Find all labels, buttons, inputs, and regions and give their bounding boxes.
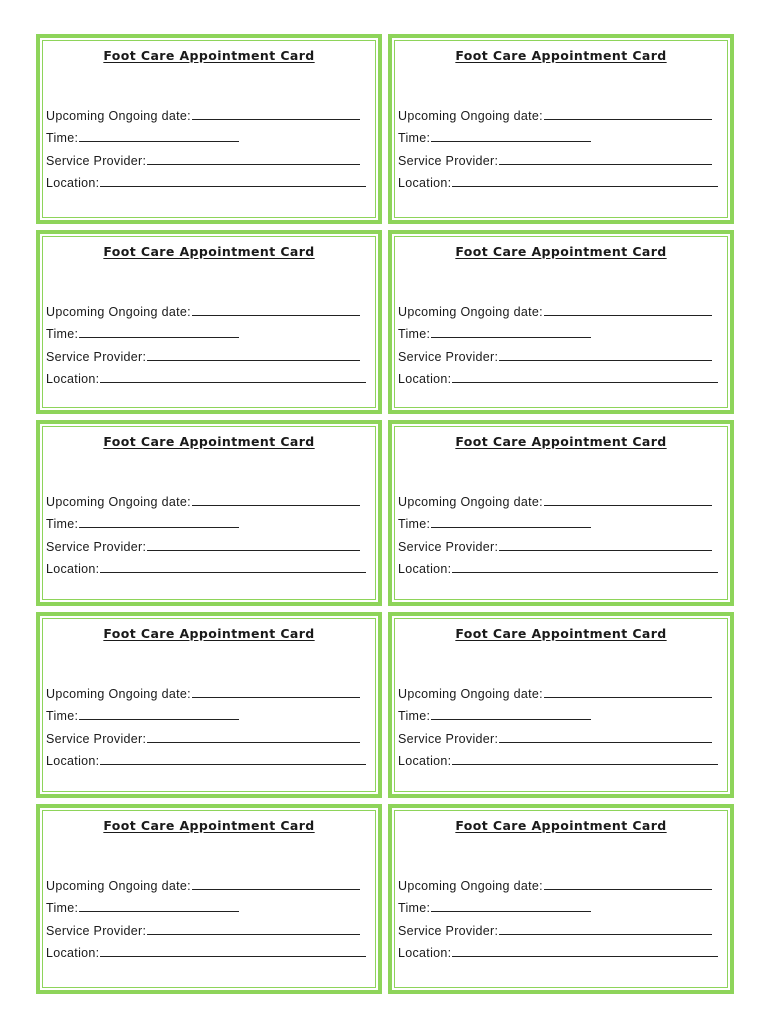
time-label: Time: (46, 709, 79, 724)
date-label: Upcoming Ongoing date: (46, 108, 191, 123)
date-label: Upcoming Ongoing date: (398, 494, 543, 509)
time-label: Time: (46, 131, 79, 146)
provider-field[interactable] (398, 145, 724, 168)
time-field[interactable] (46, 509, 372, 532)
provider-blank-line[interactable] (499, 549, 712, 551)
date-field[interactable] (46, 100, 372, 123)
location-label: Location: (398, 562, 452, 577)
time-label: Time: (398, 517, 431, 532)
time-label: Time: (46, 901, 79, 916)
card-fields (46, 486, 372, 576)
provider-field[interactable] (398, 915, 724, 938)
appointment-card-4 (388, 230, 734, 414)
time-label: Time: (46, 517, 79, 532)
date-label: Upcoming Ongoing date: (46, 686, 191, 701)
location-label: Location: (398, 176, 452, 191)
appointment-card-2 (388, 34, 734, 224)
time-blank-line[interactable] (79, 718, 239, 720)
appointment-card-6 (388, 420, 734, 606)
time-field[interactable] (398, 319, 724, 342)
provider-field[interactable] (398, 531, 724, 554)
location-field[interactable] (398, 364, 724, 387)
time-field[interactable] (46, 319, 372, 342)
date-label: Upcoming Ongoing date: (398, 108, 543, 123)
provider-blank-line[interactable] (499, 163, 712, 165)
time-field[interactable] (46, 701, 372, 724)
provider-label: Service Provider: (46, 539, 147, 554)
location-blank-line[interactable] (100, 571, 366, 573)
card-fields (46, 296, 372, 386)
location-blank-line[interactable] (100, 955, 366, 957)
time-blank-line[interactable] (431, 140, 591, 142)
provider-field[interactable] (46, 531, 372, 554)
card-title: Foot Care Appointment Card (103, 48, 315, 63)
date-field[interactable] (46, 678, 372, 701)
time-field[interactable] (398, 123, 724, 146)
location-label: Location: (398, 754, 452, 769)
location-label: Location: (46, 946, 100, 961)
provider-label: Service Provider: (46, 349, 147, 364)
time-blank-line[interactable] (79, 140, 239, 142)
appointment-card-7 (36, 612, 382, 798)
card-fields (398, 100, 724, 190)
time-blank-line[interactable] (431, 718, 591, 720)
location-blank-line[interactable] (100, 763, 366, 765)
time-label: Time: (398, 131, 431, 146)
location-field[interactable] (398, 746, 724, 769)
date-blank-line[interactable] (544, 118, 712, 120)
card-fields (46, 678, 372, 768)
card-fields (398, 870, 724, 960)
date-blank-line[interactable] (192, 118, 360, 120)
date-field[interactable] (398, 870, 724, 893)
card-title: Foot Care Appointment Card (455, 244, 667, 259)
provider-blank-line[interactable] (147, 549, 360, 551)
provider-field[interactable] (46, 915, 372, 938)
card-fields (46, 870, 372, 960)
location-field[interactable] (46, 364, 372, 387)
location-blank-line[interactable] (452, 955, 718, 957)
provider-label: Service Provider: (398, 153, 499, 168)
date-field[interactable] (46, 870, 372, 893)
card-title: Foot Care Appointment Card (455, 818, 667, 833)
date-field[interactable] (46, 296, 372, 319)
date-blank-line[interactable] (192, 314, 360, 316)
location-field[interactable] (46, 554, 372, 577)
provider-field[interactable] (398, 341, 724, 364)
date-blank-line[interactable] (544, 888, 712, 890)
appointment-card-1 (36, 34, 382, 224)
appointment-card-8 (388, 612, 734, 798)
provider-field[interactable] (46, 723, 372, 746)
provider-label: Service Provider: (46, 923, 147, 938)
date-label: Upcoming Ongoing date: (398, 304, 543, 319)
card-title: Foot Care Appointment Card (455, 434, 667, 449)
location-blank-line[interactable] (452, 185, 718, 187)
location-blank-line[interactable] (452, 381, 718, 383)
card-fields (398, 678, 724, 768)
appointment-card-3 (36, 230, 382, 414)
location-field[interactable] (46, 746, 372, 769)
date-field[interactable] (398, 100, 724, 123)
location-label: Location: (398, 372, 452, 387)
time-label: Time: (398, 327, 431, 342)
date-blank-line[interactable] (192, 504, 360, 506)
appointment-card-9 (36, 804, 382, 994)
date-label: Upcoming Ongoing date: (398, 878, 543, 893)
card-title: Foot Care Appointment Card (455, 626, 667, 641)
provider-label: Service Provider: (398, 539, 499, 554)
time-field[interactable] (398, 701, 724, 724)
time-label: Time: (398, 709, 431, 724)
card-title: Foot Care Appointment Card (103, 818, 315, 833)
time-label: Time: (398, 901, 431, 916)
date-blank-line[interactable] (192, 696, 360, 698)
location-field[interactable] (398, 938, 724, 961)
card-title: Foot Care Appointment Card (103, 434, 315, 449)
date-label: Upcoming Ongoing date: (398, 686, 543, 701)
time-blank-line[interactable] (79, 336, 239, 338)
time-blank-line[interactable] (79, 910, 239, 912)
location-label: Location: (46, 562, 100, 577)
location-blank-line[interactable] (452, 571, 718, 573)
time-field[interactable] (398, 893, 724, 916)
date-field[interactable] (398, 486, 724, 509)
date-blank-line[interactable] (544, 504, 712, 506)
location-blank-line[interactable] (100, 185, 366, 187)
card-fields (46, 100, 372, 190)
provider-label: Service Provider: (46, 153, 147, 168)
provider-field[interactable] (46, 145, 372, 168)
date-blank-line[interactable] (192, 888, 360, 890)
location-label: Location: (46, 176, 100, 191)
location-blank-line[interactable] (100, 381, 366, 383)
provider-blank-line[interactable] (147, 741, 360, 743)
location-field[interactable] (398, 168, 724, 191)
provider-blank-line[interactable] (147, 359, 360, 361)
date-label: Upcoming Ongoing date: (46, 304, 191, 319)
time-field[interactable] (46, 123, 372, 146)
location-field[interactable] (398, 554, 724, 577)
location-label: Location: (398, 946, 452, 961)
provider-label: Service Provider: (398, 731, 499, 746)
time-label: Time: (46, 327, 79, 342)
time-blank-line[interactable] (79, 526, 239, 528)
appointment-card-5 (36, 420, 382, 606)
time-blank-line[interactable] (431, 336, 591, 338)
location-blank-line[interactable] (452, 763, 718, 765)
time-field[interactable] (398, 509, 724, 532)
appointment-card-10 (388, 804, 734, 994)
card-fields (398, 486, 724, 576)
provider-label: Service Provider: (46, 731, 147, 746)
appointment-card-sheet (36, 34, 734, 988)
provider-field[interactable] (46, 341, 372, 364)
provider-blank-line[interactable] (147, 933, 360, 935)
provider-label: Service Provider: (398, 349, 499, 364)
location-label: Location: (46, 372, 100, 387)
date-label: Upcoming Ongoing date: (46, 494, 191, 509)
time-field[interactable] (46, 893, 372, 916)
date-field[interactable] (46, 486, 372, 509)
card-fields (398, 296, 724, 386)
card-title: Foot Care Appointment Card (455, 48, 667, 63)
card-title: Foot Care Appointment Card (103, 626, 315, 641)
date-field[interactable] (398, 678, 724, 701)
date-label: Upcoming Ongoing date: (46, 878, 191, 893)
provider-blank-line[interactable] (499, 359, 712, 361)
provider-blank-line[interactable] (499, 741, 712, 743)
provider-field[interactable] (398, 723, 724, 746)
time-blank-line[interactable] (431, 526, 591, 528)
provider-label: Service Provider: (398, 923, 499, 938)
provider-blank-line[interactable] (499, 933, 712, 935)
date-blank-line[interactable] (544, 696, 712, 698)
card-title: Foot Care Appointment Card (103, 244, 315, 259)
location-field[interactable] (46, 938, 372, 961)
date-field[interactable] (398, 296, 724, 319)
time-blank-line[interactable] (431, 910, 591, 912)
date-blank-line[interactable] (544, 314, 712, 316)
provider-blank-line[interactable] (147, 163, 360, 165)
location-label: Location: (46, 754, 100, 769)
location-field[interactable] (46, 168, 372, 191)
